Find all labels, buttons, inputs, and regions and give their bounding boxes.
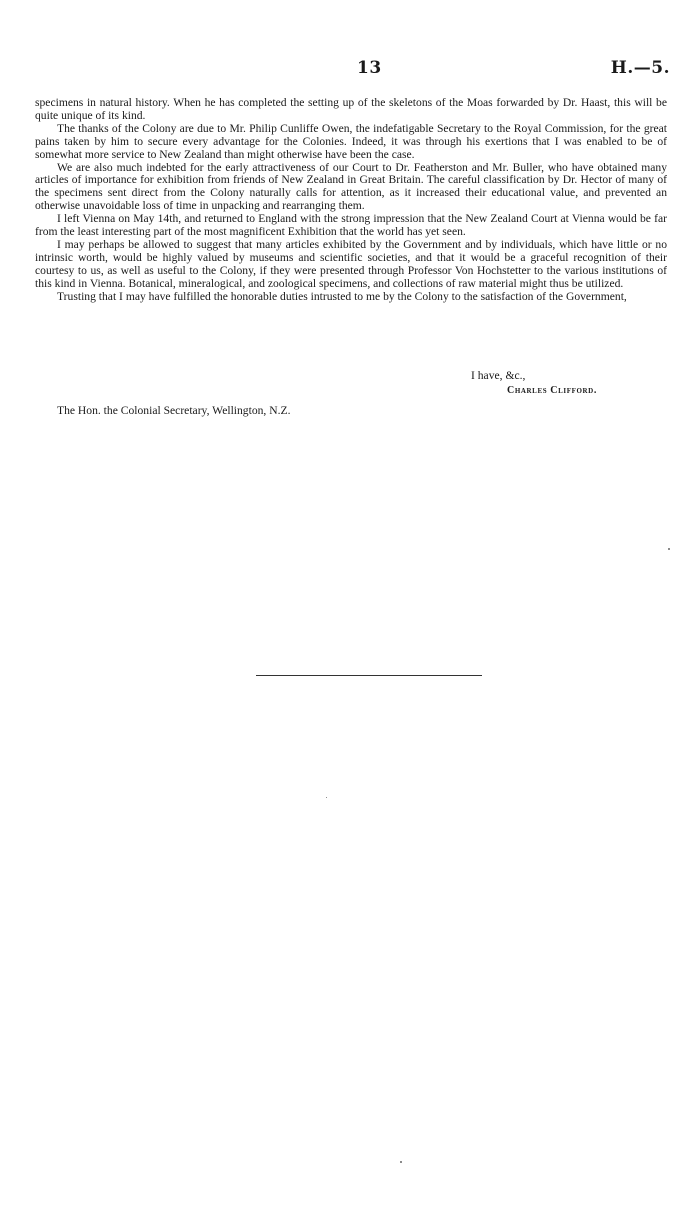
- paragraph-suggestion: I may perhaps be allowed to suggest that many articles exhibited by the Government and by individuals, which have little or no intrinsic worth, would be highly valued by museums and scientific societies, and that it would be a graceful recognition of their courtesy to us, as well as useful to the Colony, if they were presented through Professor Von Hochstetter to the various institutions of this kind in Vienna. Botanical, mineralogical, and zoological specimens, and collections of raw material might thus be utilized.: [35, 237, 667, 290]
- scan-speck: [668, 548, 670, 550]
- document-reference: H.—5.: [610, 58, 670, 78]
- signature: Charles Clifford.: [507, 385, 597, 396]
- paragraph-thanks-owen: The thanks of the Colony are due to Mr. Philip Cunliffe Owen, the indefatigable Secretary to the Royal Commission, for the great pains taken by him to secure every advantage for the Colonies. Indeed, it was through his exertions that I was enabled to be of somewhat more service to New Zealand than might otherwise have been the case.: [35, 121, 667, 161]
- page-header: [0, 58, 700, 82]
- paragraph-trusting: Trusting that I may have fulfilled the honorable duties intrusted to me by the Colony to the satisfaction of the Government,: [57, 289, 627, 303]
- scan-speck: [326, 797, 327, 798]
- paragraph-continuation: specimens in natural history. When he has completed the setting up of the skeletons of the Moas forwarded by Dr. Haast, this will be quite unique of its kind.: [35, 96, 667, 122]
- paragraph-featherston-buller: We are also much indebted for the early attractiveness of our Court to Dr. Featherston and Mr. Buller, who have obtained many articles of importance for exhibition from friends of New Zealand in Great Britain. The careful classification by Dr. Hector of many of the specimens sent direct from the Colony naturally calls for attention, as it increased their educational value, and prevented an otherwise unavoidable loss of time in unpacking and rearranging them.: [35, 160, 667, 213]
- section-divider: [256, 675, 482, 676]
- scan-speck: [400, 1161, 402, 1163]
- closing-line: I have, &c.,: [471, 369, 526, 382]
- paragraph-left-vienna: I left Vienna on May 14th, and returned to England with the strong impression that the New Zealand Court at Vienna would be far from the least interesting part of the most magnificent Exhibition that the world has yet seen.: [35, 212, 667, 239]
- letter-body: [35, 97, 667, 304]
- addressee: The Hon. the Colonial Secretary, Wellington, N.Z.: [57, 404, 291, 417]
- page-number: 13: [357, 58, 382, 78]
